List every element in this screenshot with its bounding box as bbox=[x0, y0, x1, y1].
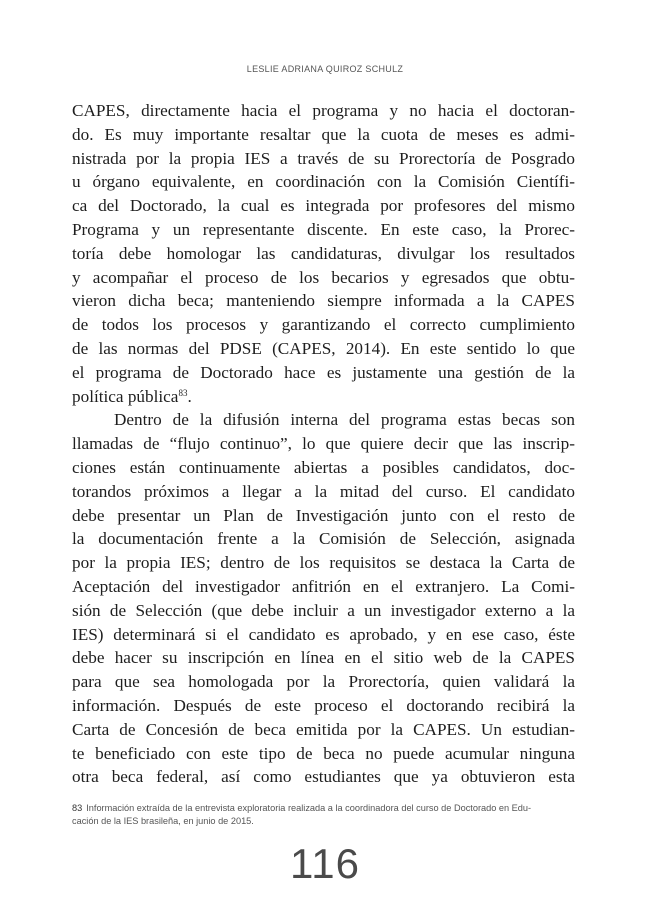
text-line: de todos los procesos y garantizando el correcto cumplimiento bbox=[72, 315, 575, 335]
text-line: debe hacer su inscripción en línea en el sitio web de la CAPES bbox=[72, 648, 575, 668]
text-line: llamadas de “flujo continuo”, lo que quiere decir que las inscrip- bbox=[72, 434, 575, 454]
footnote-text: Información extraída de la entrevista exploratoria realizada a la coordinadora del curso de Doctorado en Edu- bbox=[86, 803, 532, 813]
running-head: LESLIE ADRIANA QUIROZ SCHULZ bbox=[246, 64, 404, 74]
text-line: te beneficiado con este tipo de beca no puede acumular ninguna bbox=[72, 743, 575, 763]
text-line: torandos próximos a llegar a la mitad del curso. El candidato bbox=[72, 481, 575, 501]
text-line: Carta de Concesión de beca emitida por la CAPES. Un estudian- bbox=[72, 719, 575, 739]
text-line: para que sea homologada por la Prorectoría, quien validará la bbox=[72, 672, 575, 692]
text-line-last bbox=[72, 385, 575, 409]
text-line: CAPES, directamente hacia el programa y no hacia el doctoran- bbox=[72, 101, 575, 120]
text-line: sión de Selección (que debe incluir a un investigador externo a la bbox=[72, 600, 575, 620]
page-number: 116 bbox=[290, 840, 360, 887]
text-line: vieron dicha beca; manteniendo siempre informada a la CAPES bbox=[72, 291, 575, 311]
text-line: ciones están continuamente abiertas a posibles candidatos, doc- bbox=[72, 457, 575, 477]
text-line: debe presentar un Plan de Investigación junto con el resto de bbox=[72, 505, 575, 525]
last-line-text: política pública bbox=[72, 386, 179, 406]
text-line: información. Después de este proceso el doctorando recibirá la bbox=[72, 695, 575, 715]
text-line: IES) determinará si el candidato es aprobado, y en ese caso, éste bbox=[72, 624, 575, 644]
footnote-line-2: cación de la IES brasileña, en junio de 2015. bbox=[72, 816, 254, 826]
text-line: nistrada por la propia IES a través de su Prorectoría de Posgrado bbox=[72, 148, 575, 168]
text-line: ca del Doctorado, la cual es integrada por profesores del mismo bbox=[72, 196, 575, 216]
text-line: toría debe homologar las candidaturas, divulgar los resultados bbox=[72, 243, 575, 263]
text-line: de las normas del PDSE (CAPES, 2014). En este sentido lo que bbox=[72, 338, 575, 358]
paragraph-1 bbox=[72, 99, 575, 408]
text-line: do. Es muy importante resaltar que la cuota de meses es admi- bbox=[72, 124, 575, 144]
last-line-period: . bbox=[187, 386, 192, 406]
footnote-reference[interactable]: 83 bbox=[178, 387, 188, 398]
text-line: el programa de Doctorado hace es justamente una gestión de la bbox=[72, 362, 575, 382]
text-line: por la propia IES; dentro de los requisitos se destaca la Carta de bbox=[72, 553, 575, 573]
body-text bbox=[72, 99, 575, 789]
text-line: u órgano equivalente, en coordinación con la Comisión Científi- bbox=[72, 172, 575, 192]
text-line: Aceptación del investigador anfitrión en el extranjero. La Comi- bbox=[72, 576, 575, 596]
footnote bbox=[72, 802, 582, 828]
text-line: Programa y un representante discente. En este caso, la Prorec- bbox=[72, 219, 575, 239]
text-line: otra beca federal, así como estudiantes que ya obtuvieron esta bbox=[72, 767, 575, 787]
footnote-line-1 bbox=[72, 802, 582, 815]
text-line: Dentro de la difusión interna del programa estas becas son bbox=[114, 410, 575, 430]
text-line: la documentación frente a la Comisión de Selección, asignada bbox=[72, 529, 575, 549]
text-line: y acompañar el proceso de los becarios y egresados que obtu- bbox=[72, 267, 575, 287]
footnote-number: 83 bbox=[72, 803, 83, 813]
paragraph-2 bbox=[72, 408, 575, 789]
